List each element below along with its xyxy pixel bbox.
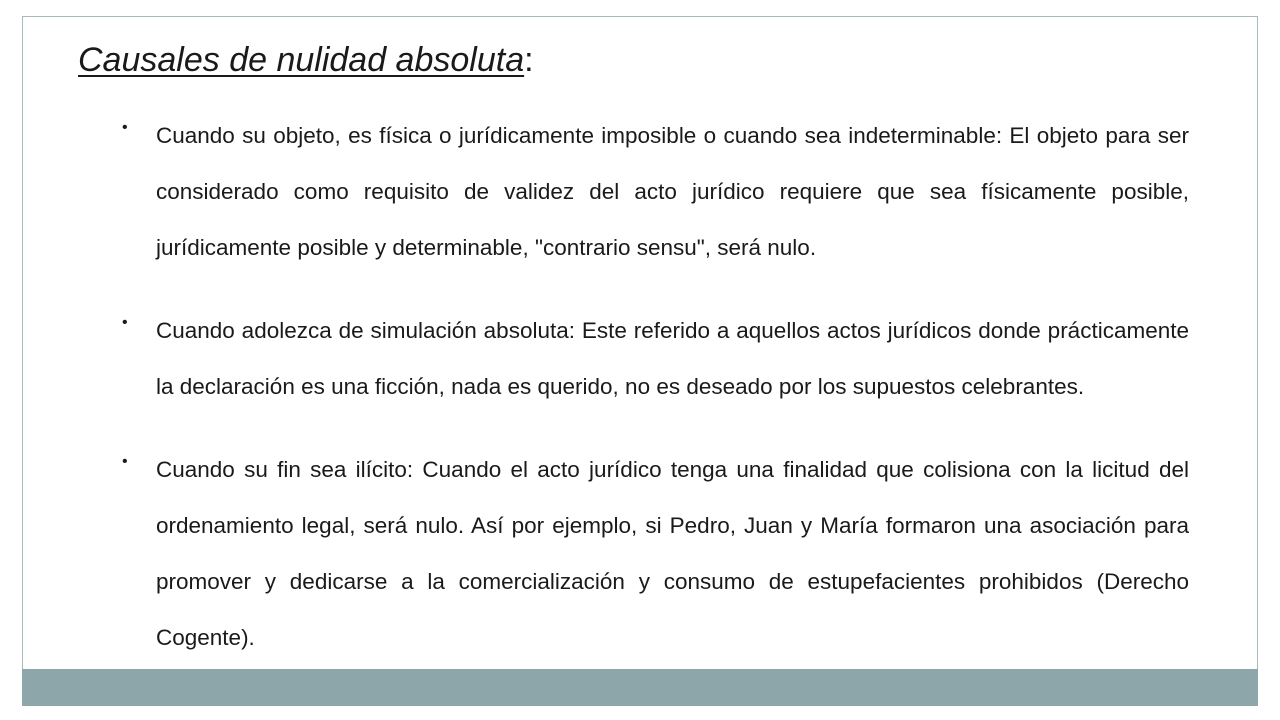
slide-title-colon: : xyxy=(524,41,534,79)
bullet-list xyxy=(122,108,1189,693)
slide-title-text: Causales de nulidad absoluta xyxy=(78,41,525,79)
bullet-marker: • xyxy=(122,453,128,470)
slide-title xyxy=(78,38,534,82)
bullet-item-fin-ilicito xyxy=(122,442,1189,666)
bullet-marker: • xyxy=(122,314,128,331)
bullet-text: Cuando su objeto, es física o jurídicamente imposible o cuando sea indeterminable: El objeto para ser considerado como requisito de validez del acto jurídico requiere que sea físicamente posible, jurídicamente posible y determinable, "contrario sensu", será nulo. xyxy=(156,123,1189,260)
bullet-text: Cuando su fin sea ilícito: Cuando el acto jurídico tenga una finalidad que colisiona con la licitud del ordenamiento legal, será nulo. Así por ejemplo, si Pedro, Juan y María formaron una asociación para promover y dedicarse a la comercialización y consumo de estupefacientes prohibidos (Derecho Cogente). xyxy=(156,457,1189,650)
bullet-text: Cuando adolezca de simulación absoluta: Este referido a aquellos actos jurídicos donde prácticamente la declaración es una ficción, nada es querido, no es deseado por los supuestos celebrantes. xyxy=(156,318,1189,399)
bullet-item-objeto xyxy=(122,108,1189,276)
bullet-item-simulacion xyxy=(122,303,1189,415)
bullet-marker: • xyxy=(122,119,128,136)
